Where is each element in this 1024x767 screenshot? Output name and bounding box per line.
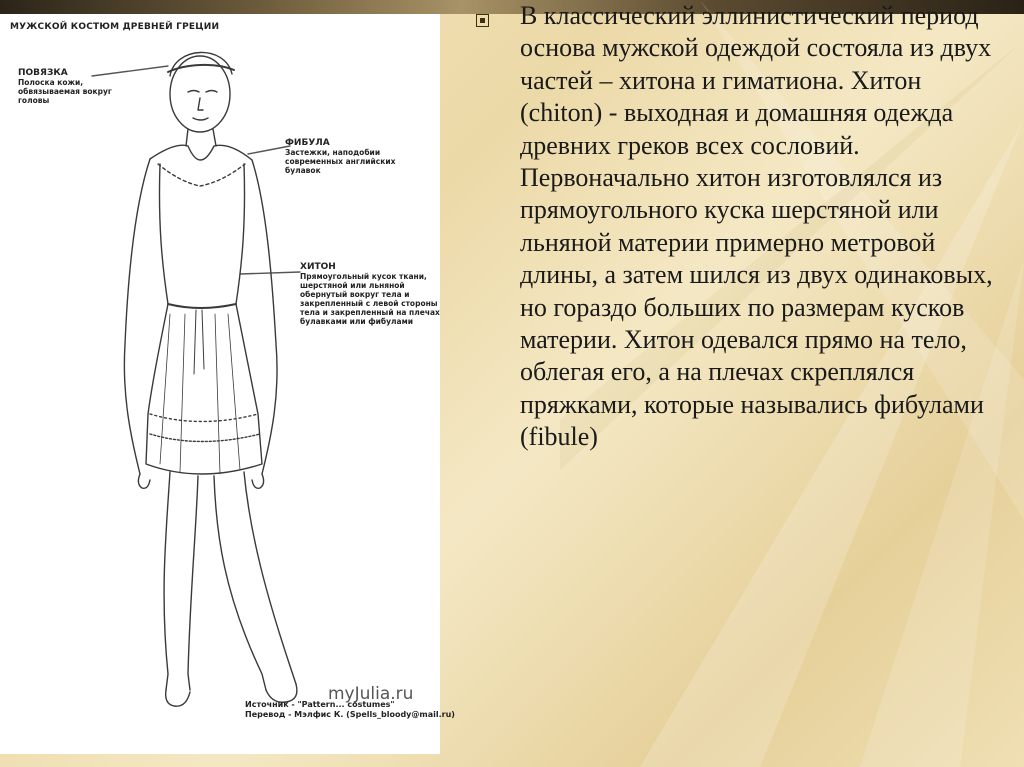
- callout-chiton: [300, 262, 440, 326]
- watermark: myJulia.ru: [328, 684, 414, 704]
- callout-fibula-head: ФИБУЛА: [285, 138, 330, 148]
- credits-source: Источник - "Pattern... costumes": [245, 700, 395, 709]
- callout-fibula: [285, 138, 405, 175]
- callout-chiton-body: Прямоугольный кусок ткани, шерстяной или льняной обернутый вокруг тела и закрепленный с левой стороны тела и закрепленный на плечах булавками или фибулами: [300, 272, 440, 326]
- callout-band-body: Полоска кожи, обвязываемая вокруг головы: [18, 78, 112, 105]
- greek-man-figure-drawing: [0, 14, 440, 754]
- square-bullet-icon: [476, 14, 489, 27]
- callout-band: [18, 68, 138, 105]
- slide-paragraph: В классический эллинистический период основа мужской одеждой состояла из двух частей – хитона и гиматиона. Хитон (chiton) - выходная и домашняя одежда древних греков всех сословий. Первоначально хитон изготовлялся из прямоугольного куска шерстяной или льняной материи примерно метровой длины, а затем шился из двух одинаковых, но гораздо больших по размерам кусков материи. Хитон одевался прямо на тело, облегая его, а на плечах скреплялся пряжками, которые назывались фибулами (fibule): [520, 1, 993, 452]
- callout-band-head: ПОВЯЗКА: [18, 68, 68, 78]
- source-credits: [245, 700, 455, 720]
- diagram-title: МУЖСКОЙ КОСТЮМ ДРЕВНЕЙ ГРЕЦИИ: [10, 22, 220, 32]
- callout-fibula-body: Застежки, наподобии современных английских булавок: [285, 148, 396, 175]
- callout-chiton-head: ХИТОН: [300, 262, 336, 272]
- credits-translation: Перевод - Мэлфис К. (Spells_bloody@mail.ru): [245, 710, 455, 719]
- slide-text-block: [476, 0, 1006, 454]
